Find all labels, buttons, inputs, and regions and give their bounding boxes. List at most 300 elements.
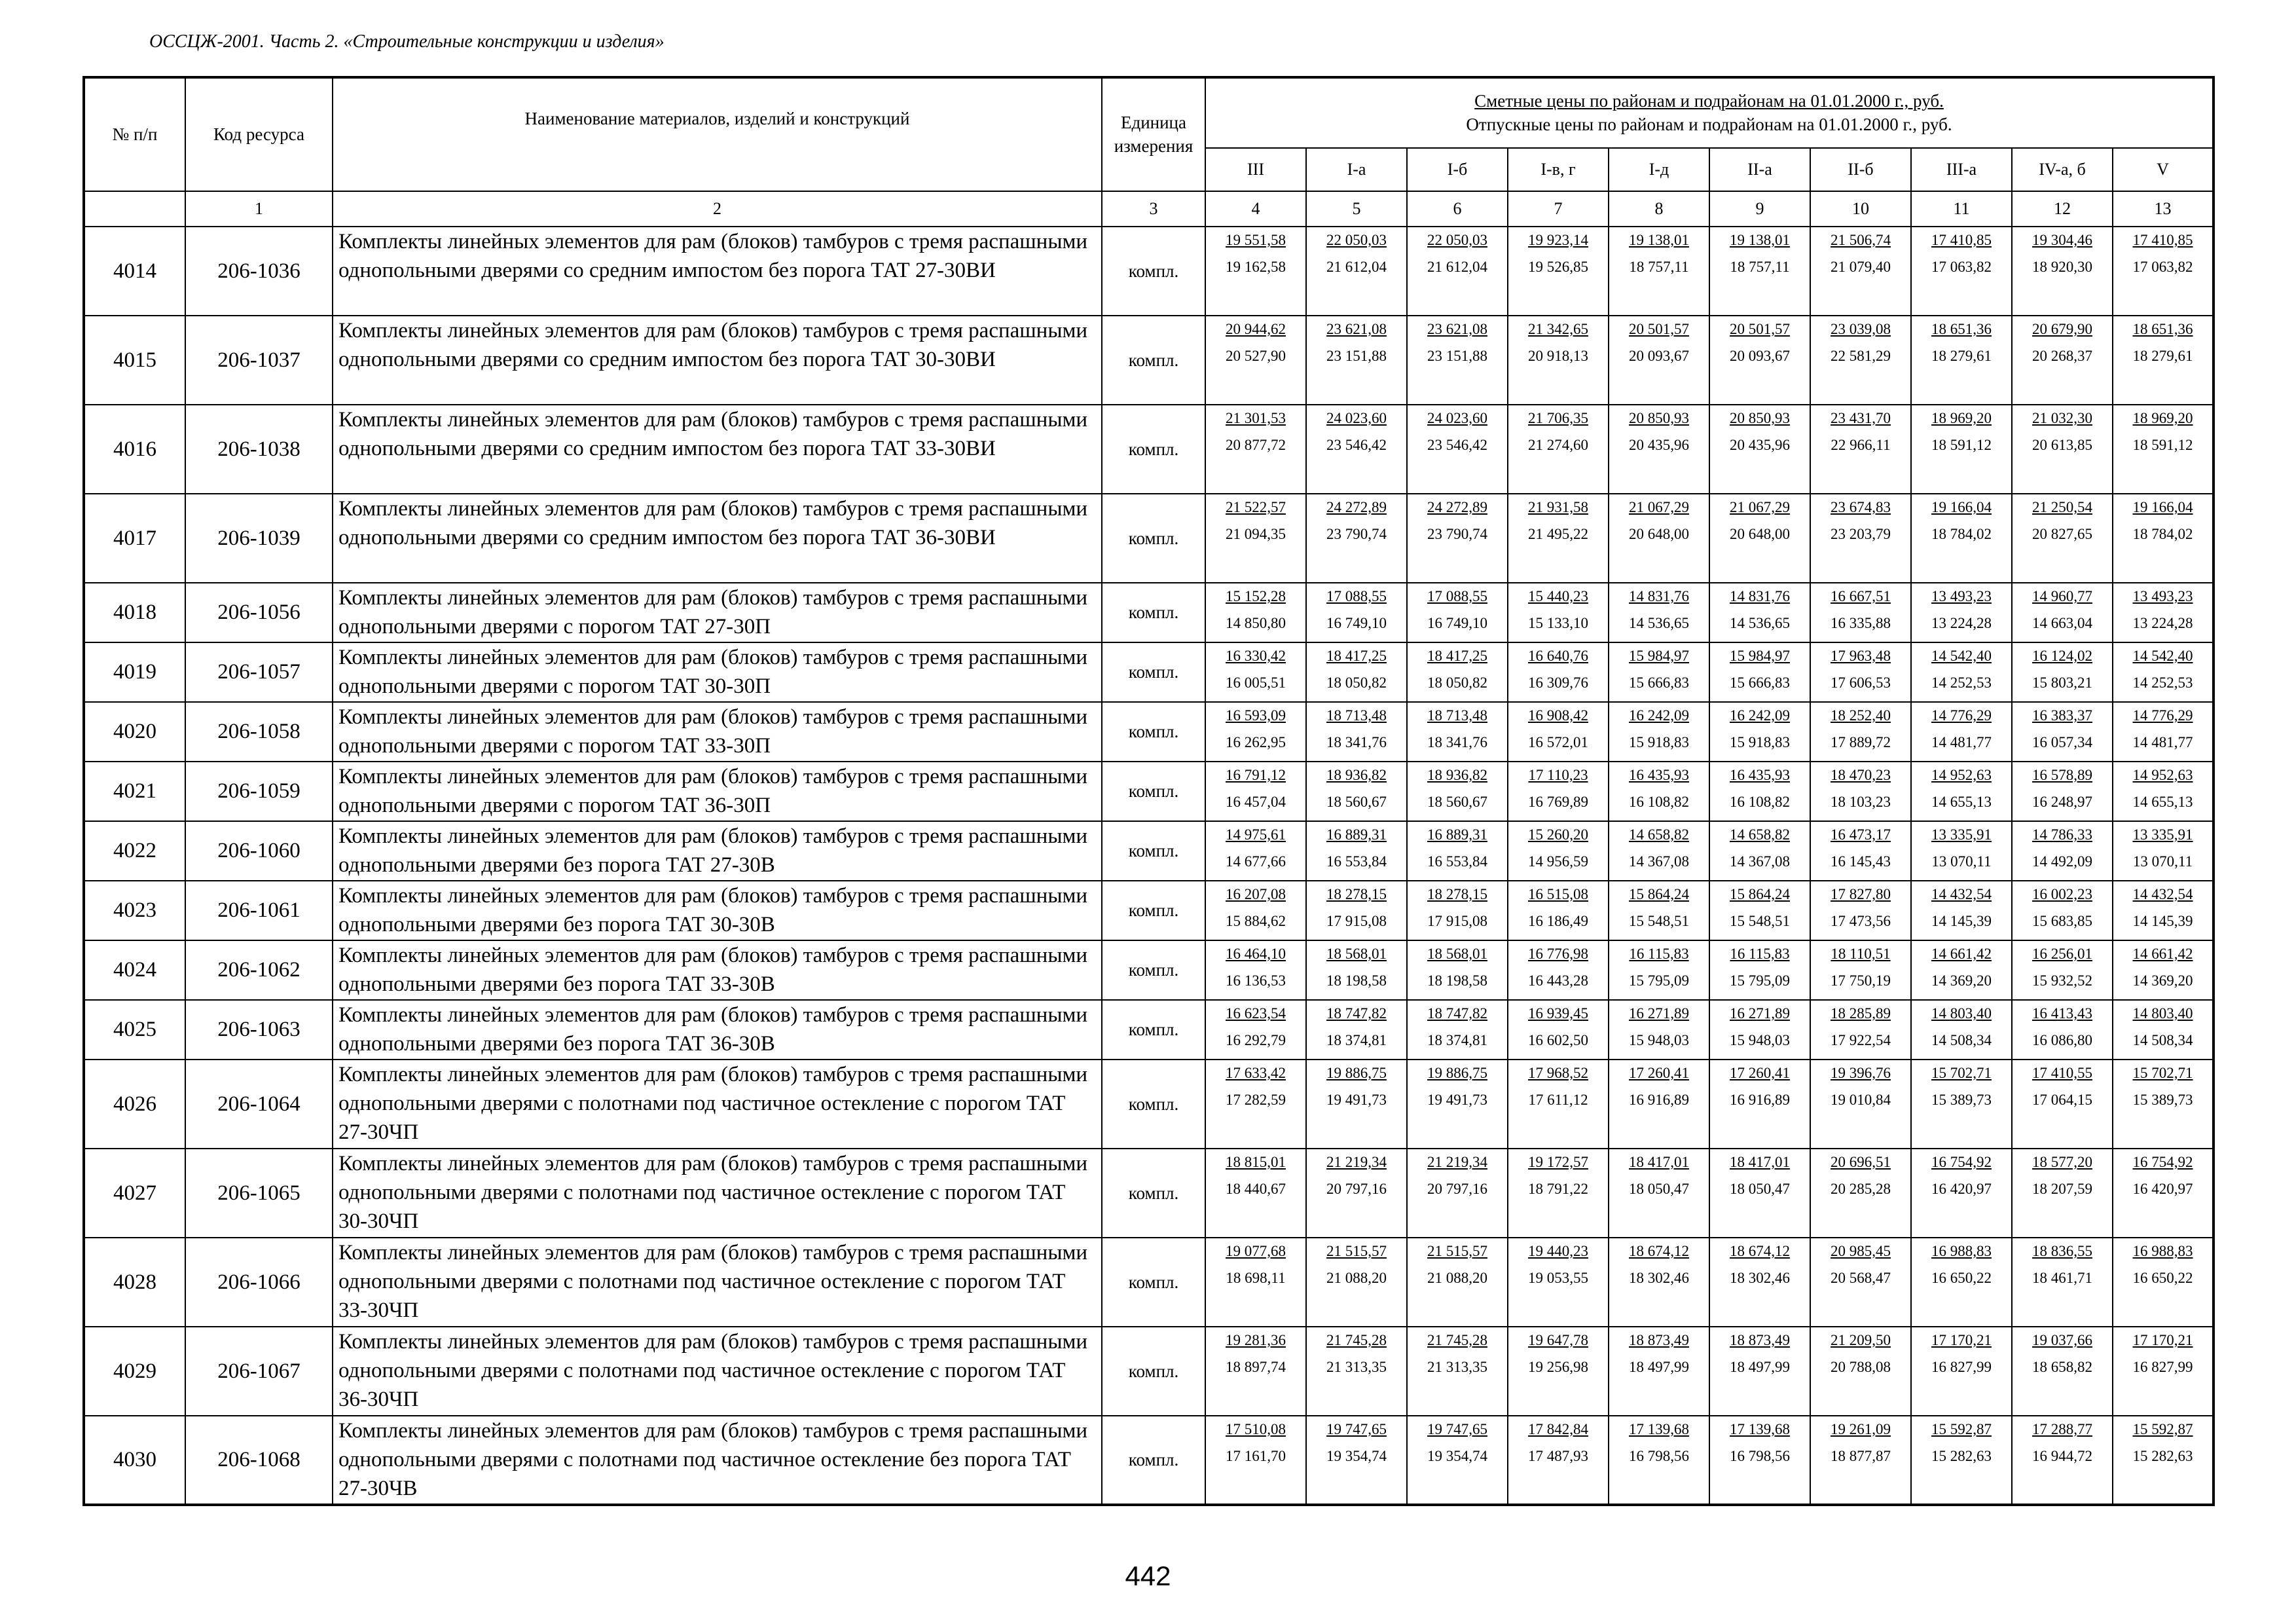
- unit: компл.: [1102, 316, 1205, 405]
- estimated-price: 16 242,09: [1730, 707, 1790, 724]
- estimated-price: 16 207,08: [1226, 886, 1286, 902]
- price-cell: [1407, 1416, 1508, 1505]
- release-price: 16 749,10: [1427, 615, 1487, 631]
- estimated-price: 15 864,24: [1730, 886, 1790, 902]
- price-cell: [1911, 702, 2012, 762]
- estimated-price: 16 988,83: [1931, 1243, 1992, 1259]
- price-cell: [1508, 1238, 1609, 1327]
- release-price: 20 435,96: [1629, 437, 1689, 453]
- item-name: Комплекты линейных элементов для рам (блоков) тамбуров с тремя распашными однопольными дверями с полотнами под частичное остекление с порогом ТАТ 33-30ЧП: [333, 1238, 1102, 1327]
- price-cell: [1205, 227, 1306, 316]
- estimated-price: 14 542,40: [2132, 648, 2193, 664]
- price-cell: [2012, 702, 2113, 762]
- estimated-price: 18 470,23: [1831, 767, 1891, 783]
- release-price: 18 791,22: [1528, 1181, 1588, 1197]
- price-cell: [2012, 881, 2113, 940]
- release-price: 18 897,74: [1226, 1359, 1286, 1375]
- price-cell: [1609, 1327, 1709, 1416]
- release-price: 20 648,00: [1629, 526, 1689, 542]
- estimated-price: 20 679,90: [2032, 321, 2092, 337]
- estimated-price: 16 256,01: [2032, 946, 2092, 962]
- estimated-price: 18 936,82: [1427, 767, 1487, 783]
- release-price: 18 591,12: [1931, 437, 1992, 453]
- header-region: III: [1205, 148, 1306, 191]
- release-price: 16 916,89: [1629, 1092, 1689, 1108]
- release-price: 13 224,28: [1931, 615, 1992, 631]
- price-cell: [2012, 227, 2113, 316]
- estimated-price: 18 285,89: [1831, 1005, 1891, 1022]
- release-price: 14 536,65: [1730, 615, 1790, 631]
- release-price: 16 248,97: [2032, 794, 2092, 810]
- release-price: 23 790,74: [1427, 526, 1487, 542]
- unit: компл.: [1102, 1060, 1205, 1149]
- price-cell: [1609, 762, 1709, 821]
- price-cell: [1709, 227, 1810, 316]
- estimated-price: 21 219,34: [1427, 1154, 1487, 1170]
- estimated-price: 16 988,83: [2132, 1243, 2193, 1259]
- price-cell: [2113, 1000, 2214, 1060]
- header-price-release: Отпускные цены по районам и подрайонам на 01.01.2000 г., руб.: [1466, 114, 1952, 134]
- price-cell: [1205, 316, 1306, 405]
- estimated-price: 19 551,58: [1226, 232, 1286, 248]
- estimated-price: 13 493,23: [1931, 588, 1992, 604]
- release-price: 18 440,67: [1226, 1181, 1286, 1197]
- estimated-price: 19 440,23: [1528, 1243, 1588, 1259]
- estimated-price: 19 923,14: [1528, 232, 1588, 248]
- table-row: [84, 316, 2214, 405]
- release-price: 15 389,73: [2132, 1092, 2193, 1108]
- estimated-price: 17 110,23: [1528, 767, 1588, 783]
- estimated-price: 14 952,63: [2132, 767, 2193, 783]
- release-price: 14 956,59: [1528, 853, 1588, 870]
- release-price: 17 915,08: [1427, 913, 1487, 929]
- table-row: [84, 1149, 2214, 1238]
- price-cell: [2113, 642, 2214, 702]
- release-price: 15 932,52: [2032, 972, 2092, 989]
- release-price: 15 948,03: [1730, 1032, 1790, 1048]
- estimated-price: 21 067,29: [1629, 499, 1689, 515]
- resource-code: 206-1062: [185, 940, 333, 1000]
- price-cell: [1911, 227, 2012, 316]
- row-number: 4022: [84, 821, 185, 881]
- release-price: 15 282,63: [1931, 1448, 1992, 1464]
- item-name: Комплекты линейных элементов для рам (блоков) тамбуров с тремя распашными однопольными дверями со средним импостом без порога ТАТ 36-30ВИ: [333, 494, 1102, 583]
- release-price: 20 797,16: [1326, 1181, 1387, 1197]
- release-price: 22 966,11: [1831, 437, 1891, 453]
- row-number: 4020: [84, 702, 185, 762]
- release-price: 20 093,67: [1629, 348, 1689, 364]
- estimated-price: 19 304,46: [2032, 232, 2092, 248]
- release-price: 23 203,79: [1831, 526, 1891, 542]
- release-price: 15 918,83: [1629, 734, 1689, 750]
- price-cell: [1709, 316, 1810, 405]
- estimated-price: 18 969,20: [2132, 410, 2193, 426]
- estimated-price: 24 023,60: [1326, 410, 1387, 426]
- price-cell: [1609, 821, 1709, 881]
- price-cell: [2113, 762, 2214, 821]
- table-row: [84, 1060, 2214, 1149]
- price-cell: [1911, 1149, 2012, 1238]
- estimated-price: 19 747,65: [1427, 1421, 1487, 1437]
- price-cell: [2113, 821, 2214, 881]
- price-cell: [1407, 642, 1508, 702]
- release-price: 15 948,03: [1629, 1032, 1689, 1048]
- price-cell: [1508, 1000, 1609, 1060]
- release-price: 16 186,49: [1528, 913, 1588, 929]
- price-cell: [1508, 940, 1609, 1000]
- resource-code: 206-1036: [185, 227, 333, 316]
- header-region: I-д: [1609, 148, 1709, 191]
- price-cell: [2012, 1000, 2113, 1060]
- release-price: 17 889,72: [1831, 734, 1891, 750]
- row-number: 4027: [84, 1149, 185, 1238]
- estimated-price: 15 702,71: [2132, 1065, 2193, 1081]
- estimated-price: 21 706,35: [1528, 410, 1588, 426]
- price-cell: [1407, 494, 1508, 583]
- release-price: 15 884,62: [1226, 913, 1286, 929]
- estimated-price: 16 242,09: [1629, 707, 1689, 724]
- estimated-price: 21 522,57: [1226, 499, 1286, 515]
- unit: компл.: [1102, 405, 1205, 494]
- release-price: 20 268,37: [2032, 348, 2092, 364]
- release-price: 16 827,99: [2132, 1359, 2193, 1375]
- estimated-price: 16 271,89: [1730, 1005, 1790, 1022]
- price-cell: [1609, 494, 1709, 583]
- table-row: [84, 1416, 2214, 1505]
- price-cell: [2113, 1238, 2214, 1327]
- table-row: [84, 702, 2214, 762]
- price-cell: [1709, 583, 1810, 642]
- estimated-price: 15 592,87: [2132, 1421, 2193, 1437]
- unit: компл.: [1102, 642, 1205, 702]
- price-cell: [2012, 1060, 2113, 1149]
- release-price: 21 313,35: [1427, 1359, 1487, 1375]
- price-cell: [2113, 1327, 2214, 1416]
- release-price: 15 548,51: [1730, 913, 1790, 929]
- price-cell: [1609, 1149, 1709, 1238]
- estimated-price: 16 115,83: [1730, 946, 1790, 962]
- price-cell: [1709, 1238, 1810, 1327]
- price-cell: [1609, 1000, 1709, 1060]
- price-cell: [2113, 940, 2214, 1000]
- price-cell: [1205, 881, 1306, 940]
- price-cell: [1810, 1000, 1911, 1060]
- resource-code: 206-1064: [185, 1060, 333, 1149]
- price-cell: [2113, 1416, 2214, 1505]
- price-cell: [1609, 405, 1709, 494]
- estimated-price: 18 836,55: [2032, 1243, 2092, 1259]
- price-cell: [1205, 1238, 1306, 1327]
- estimated-price: 24 272,89: [1326, 499, 1387, 515]
- estimated-price: 18 815,01: [1226, 1154, 1286, 1170]
- estimated-price: 21 301,53: [1226, 410, 1286, 426]
- price-cell: [1609, 583, 1709, 642]
- price-cell: [1810, 940, 1911, 1000]
- estimated-price: 14 803,40: [1931, 1005, 1992, 1022]
- estimated-price: 16 939,45: [1528, 1005, 1588, 1022]
- price-cell: [2113, 1060, 2214, 1149]
- header-region: I-а: [1306, 148, 1407, 191]
- estimated-price: 17 139,68: [1730, 1421, 1790, 1437]
- release-price: 16 420,97: [1931, 1181, 1992, 1197]
- item-name: Комплекты линейных элементов для рам (блоков) тамбуров с тремя распашными однопольными дверями с полотнами под частичное остекление с порогом ТАТ 27-30ЧП: [333, 1060, 1102, 1149]
- price-cell: [1609, 940, 1709, 1000]
- estimated-price: 14 542,40: [1931, 648, 1992, 664]
- estimated-price: 17 633,42: [1226, 1065, 1286, 1081]
- release-price: 18 374,81: [1427, 1032, 1487, 1048]
- release-price: 18 461,71: [2032, 1270, 2092, 1286]
- estimated-price: 19 138,01: [1629, 232, 1689, 248]
- release-price: 20 918,13: [1528, 348, 1588, 364]
- estimated-price: 21 342,65: [1528, 321, 1588, 337]
- price-cell: [1407, 405, 1508, 494]
- price-cell: [1810, 881, 1911, 940]
- price-cell: [1810, 227, 1911, 316]
- estimated-price: 14 803,40: [2132, 1005, 2193, 1022]
- item-name: Комплекты линейных элементов для рам (блоков) тамбуров с тремя распашными однопольными дверями с полотнами под частичное остекление с порогом ТАТ 36-30ЧП: [333, 1327, 1102, 1416]
- estimated-price: 14 975,61: [1226, 826, 1286, 843]
- release-price: 23 546,42: [1326, 437, 1387, 453]
- release-price: 16 108,82: [1629, 794, 1689, 810]
- price-cell: [1609, 1060, 1709, 1149]
- release-price: 20 797,16: [1427, 1181, 1487, 1197]
- price-cell: [1306, 227, 1407, 316]
- estimated-price: 14 658,82: [1730, 826, 1790, 843]
- price-cell: [1609, 227, 1709, 316]
- price-cell: [1205, 821, 1306, 881]
- release-price: 14 508,34: [2132, 1032, 2193, 1048]
- price-cell: [1508, 1060, 1609, 1149]
- release-price: 18 050,47: [1629, 1181, 1689, 1197]
- resource-code: 206-1060: [185, 821, 333, 881]
- release-price: 14 145,39: [1931, 913, 1992, 929]
- estimated-price: 17 410,85: [1931, 232, 1992, 248]
- price-cell: [1407, 1149, 1508, 1238]
- estimated-price: 19 396,76: [1831, 1065, 1891, 1081]
- column-number: 9: [1709, 191, 1810, 227]
- price-cell: [1407, 227, 1508, 316]
- estimated-price: 18 747,82: [1326, 1005, 1387, 1022]
- estimated-price: 17 170,21: [2132, 1332, 2193, 1348]
- table-row: [84, 494, 2214, 583]
- column-number: 13: [2113, 191, 2214, 227]
- estimated-price: 21 219,34: [1326, 1154, 1387, 1170]
- release-price: 14 367,08: [1730, 853, 1790, 870]
- release-price: 21 612,04: [1427, 259, 1487, 275]
- release-price: 14 369,20: [2132, 972, 2193, 989]
- estimated-price: 16 435,93: [1730, 767, 1790, 783]
- release-price: 20 093,67: [1730, 348, 1790, 364]
- price-cell: [1508, 494, 1609, 583]
- price-cell: [1911, 1060, 2012, 1149]
- release-price: 20 285,28: [1831, 1181, 1891, 1197]
- release-price: 15 389,73: [1931, 1092, 1992, 1108]
- price-cell: [1306, 702, 1407, 762]
- estimated-price: 13 493,23: [2132, 588, 2193, 604]
- estimated-price: 17 260,41: [1730, 1065, 1790, 1081]
- price-cell: [2113, 702, 2214, 762]
- release-price: 14 481,77: [1931, 734, 1992, 750]
- estimated-price: 16 908,42: [1528, 707, 1588, 724]
- estimated-price: 14 658,82: [1629, 826, 1689, 843]
- estimated-price: 13 335,91: [2132, 826, 2193, 843]
- release-price: 16 335,88: [1831, 615, 1891, 631]
- estimated-price: 21 745,28: [1427, 1332, 1487, 1348]
- table-row: [84, 1000, 2214, 1060]
- price-cell: [1205, 762, 1306, 821]
- price-cell: [1609, 1238, 1709, 1327]
- price-cell: [1508, 227, 1609, 316]
- release-price: 13 070,11: [2132, 853, 2193, 870]
- release-price: 23 546,42: [1427, 437, 1487, 453]
- release-price: 18 757,11: [1730, 259, 1790, 275]
- estimated-price: 18 252,40: [1831, 707, 1891, 724]
- price-cell: [1709, 1416, 1810, 1505]
- release-price: 16 420,97: [2132, 1181, 2193, 1197]
- release-price: 21 274,60: [1528, 437, 1588, 453]
- release-price: 18 050,82: [1326, 674, 1387, 691]
- estimated-price: 13 335,91: [1931, 826, 1992, 843]
- release-price: 17 611,12: [1528, 1092, 1588, 1108]
- release-price: 14 145,39: [2132, 913, 2193, 929]
- row-number: 4025: [84, 1000, 185, 1060]
- estimated-price: 14 831,76: [1730, 588, 1790, 604]
- table-row: [84, 1327, 2214, 1416]
- estimated-price: 20 944,62: [1226, 321, 1286, 337]
- release-price: 16 108,82: [1730, 794, 1790, 810]
- price-cell: [1306, 1416, 1407, 1505]
- release-price: 20 613,85: [2032, 437, 2092, 453]
- estimated-price: 16 435,93: [1629, 767, 1689, 783]
- estimated-price: 15 440,23: [1528, 588, 1588, 604]
- estimated-price: 18 417,25: [1427, 648, 1487, 664]
- estimated-price: 16 578,89: [2032, 767, 2092, 783]
- estimated-price: 20 850,93: [1730, 410, 1790, 426]
- price-cell: [1709, 1060, 1810, 1149]
- estimated-price: 14 776,29: [2132, 707, 2193, 724]
- price-cell: [1810, 1327, 1911, 1416]
- release-price: 18 877,87: [1831, 1448, 1891, 1464]
- estimated-price: 19 886,75: [1326, 1065, 1387, 1081]
- price-cell: [1609, 702, 1709, 762]
- price-cell: [1205, 1416, 1306, 1505]
- release-price: 16 292,79: [1226, 1032, 1286, 1048]
- price-cell: [1205, 702, 1306, 762]
- header-num: № п/п: [84, 77, 185, 191]
- price-cell: [1205, 494, 1306, 583]
- estimated-price: 18 651,36: [1931, 321, 1992, 337]
- estimated-price: 14 786,33: [2032, 826, 2092, 843]
- resource-code: 206-1067: [185, 1327, 333, 1416]
- price-cell: [1810, 1416, 1911, 1505]
- estimated-price: 21 931,58: [1528, 499, 1588, 515]
- price-cell: [1810, 762, 1911, 821]
- unit: компл.: [1102, 762, 1205, 821]
- estimated-price: 23 621,08: [1326, 321, 1387, 337]
- price-cell: [1205, 940, 1306, 1000]
- unit: компл.: [1102, 583, 1205, 642]
- price-cell: [2012, 1416, 2113, 1505]
- price-cell: [1306, 821, 1407, 881]
- release-price: 20 827,65: [2032, 526, 2092, 542]
- header-unit: Единица измерения: [1102, 77, 1205, 191]
- table-row: [84, 881, 2214, 940]
- price-cell: [1407, 821, 1508, 881]
- estimated-price: 16 413,43: [2032, 1005, 2092, 1022]
- unit: компл.: [1102, 821, 1205, 881]
- price-cell: [1709, 821, 1810, 881]
- release-price: 16 553,84: [1427, 853, 1487, 870]
- unit: компл.: [1102, 227, 1205, 316]
- unit: компл.: [1102, 940, 1205, 1000]
- release-price: 18 497,99: [1629, 1359, 1689, 1375]
- price-cell: [1709, 642, 1810, 702]
- item-name: Комплекты линейных элементов для рам (блоков) тамбуров с тремя распашными однопольными дверями с порогом ТАТ 36-30П: [333, 762, 1102, 821]
- price-cell: [1709, 762, 1810, 821]
- unit: компл.: [1102, 1149, 1205, 1238]
- release-price: 17 063,82: [2132, 259, 2193, 275]
- price-cell: [1407, 1000, 1508, 1060]
- row-number: 4021: [84, 762, 185, 821]
- column-number: 10: [1810, 191, 1911, 227]
- price-cell: [1205, 1000, 1306, 1060]
- resource-code: 206-1057: [185, 642, 333, 702]
- price-cell: [1709, 702, 1810, 762]
- estimated-price: 18 417,25: [1326, 648, 1387, 664]
- price-cell: [1508, 821, 1609, 881]
- table-row: [84, 821, 2214, 881]
- price-cell: [1508, 1149, 1609, 1238]
- estimated-price: 16 473,17: [1831, 826, 1891, 843]
- release-price: 15 133,10: [1528, 615, 1588, 631]
- estimated-price: 18 713,48: [1326, 707, 1387, 724]
- unit: компл.: [1102, 1000, 1205, 1060]
- estimated-price: 16 776,98: [1528, 946, 1588, 962]
- header-name: Наименование материалов, изделий и конструкций: [333, 77, 1102, 191]
- release-price: 17 282,59: [1226, 1092, 1286, 1108]
- estimated-price: 17 410,55: [2032, 1065, 2092, 1081]
- estimated-price: 21 515,57: [1427, 1243, 1487, 1259]
- price-cell: [2012, 821, 2113, 881]
- table-row: [84, 940, 2214, 1000]
- release-price: 20 435,96: [1730, 437, 1790, 453]
- column-number: 12: [2012, 191, 2113, 227]
- price-cell: [1810, 642, 1911, 702]
- estimated-price: 18 873,49: [1730, 1332, 1790, 1348]
- estimated-price: 16 754,92: [2132, 1154, 2193, 1170]
- release-price: 21 088,20: [1427, 1270, 1487, 1286]
- price-cell: [1306, 1000, 1407, 1060]
- price-cell: [2113, 316, 2214, 405]
- price-cell: [1709, 1149, 1810, 1238]
- price-cell: [1205, 1060, 1306, 1149]
- release-price: 15 795,09: [1629, 972, 1689, 989]
- release-price: 18 341,76: [1427, 734, 1487, 750]
- estimated-price: 21 067,29: [1730, 499, 1790, 515]
- unit: компл.: [1102, 1327, 1205, 1416]
- row-number: 4016: [84, 405, 185, 494]
- release-price: 16 650,22: [1931, 1270, 1992, 1286]
- release-price: 18 784,02: [1931, 526, 1992, 542]
- release-price: 23 151,88: [1427, 348, 1487, 364]
- estimated-price: 16 791,12: [1226, 767, 1286, 783]
- price-cell: [1407, 940, 1508, 1000]
- resource-code: 206-1065: [185, 1149, 333, 1238]
- price-cell: [1609, 881, 1709, 940]
- row-number: 4014: [84, 227, 185, 316]
- header-region: III-а: [1911, 148, 2012, 191]
- estimated-price: 16 889,31: [1326, 826, 1387, 843]
